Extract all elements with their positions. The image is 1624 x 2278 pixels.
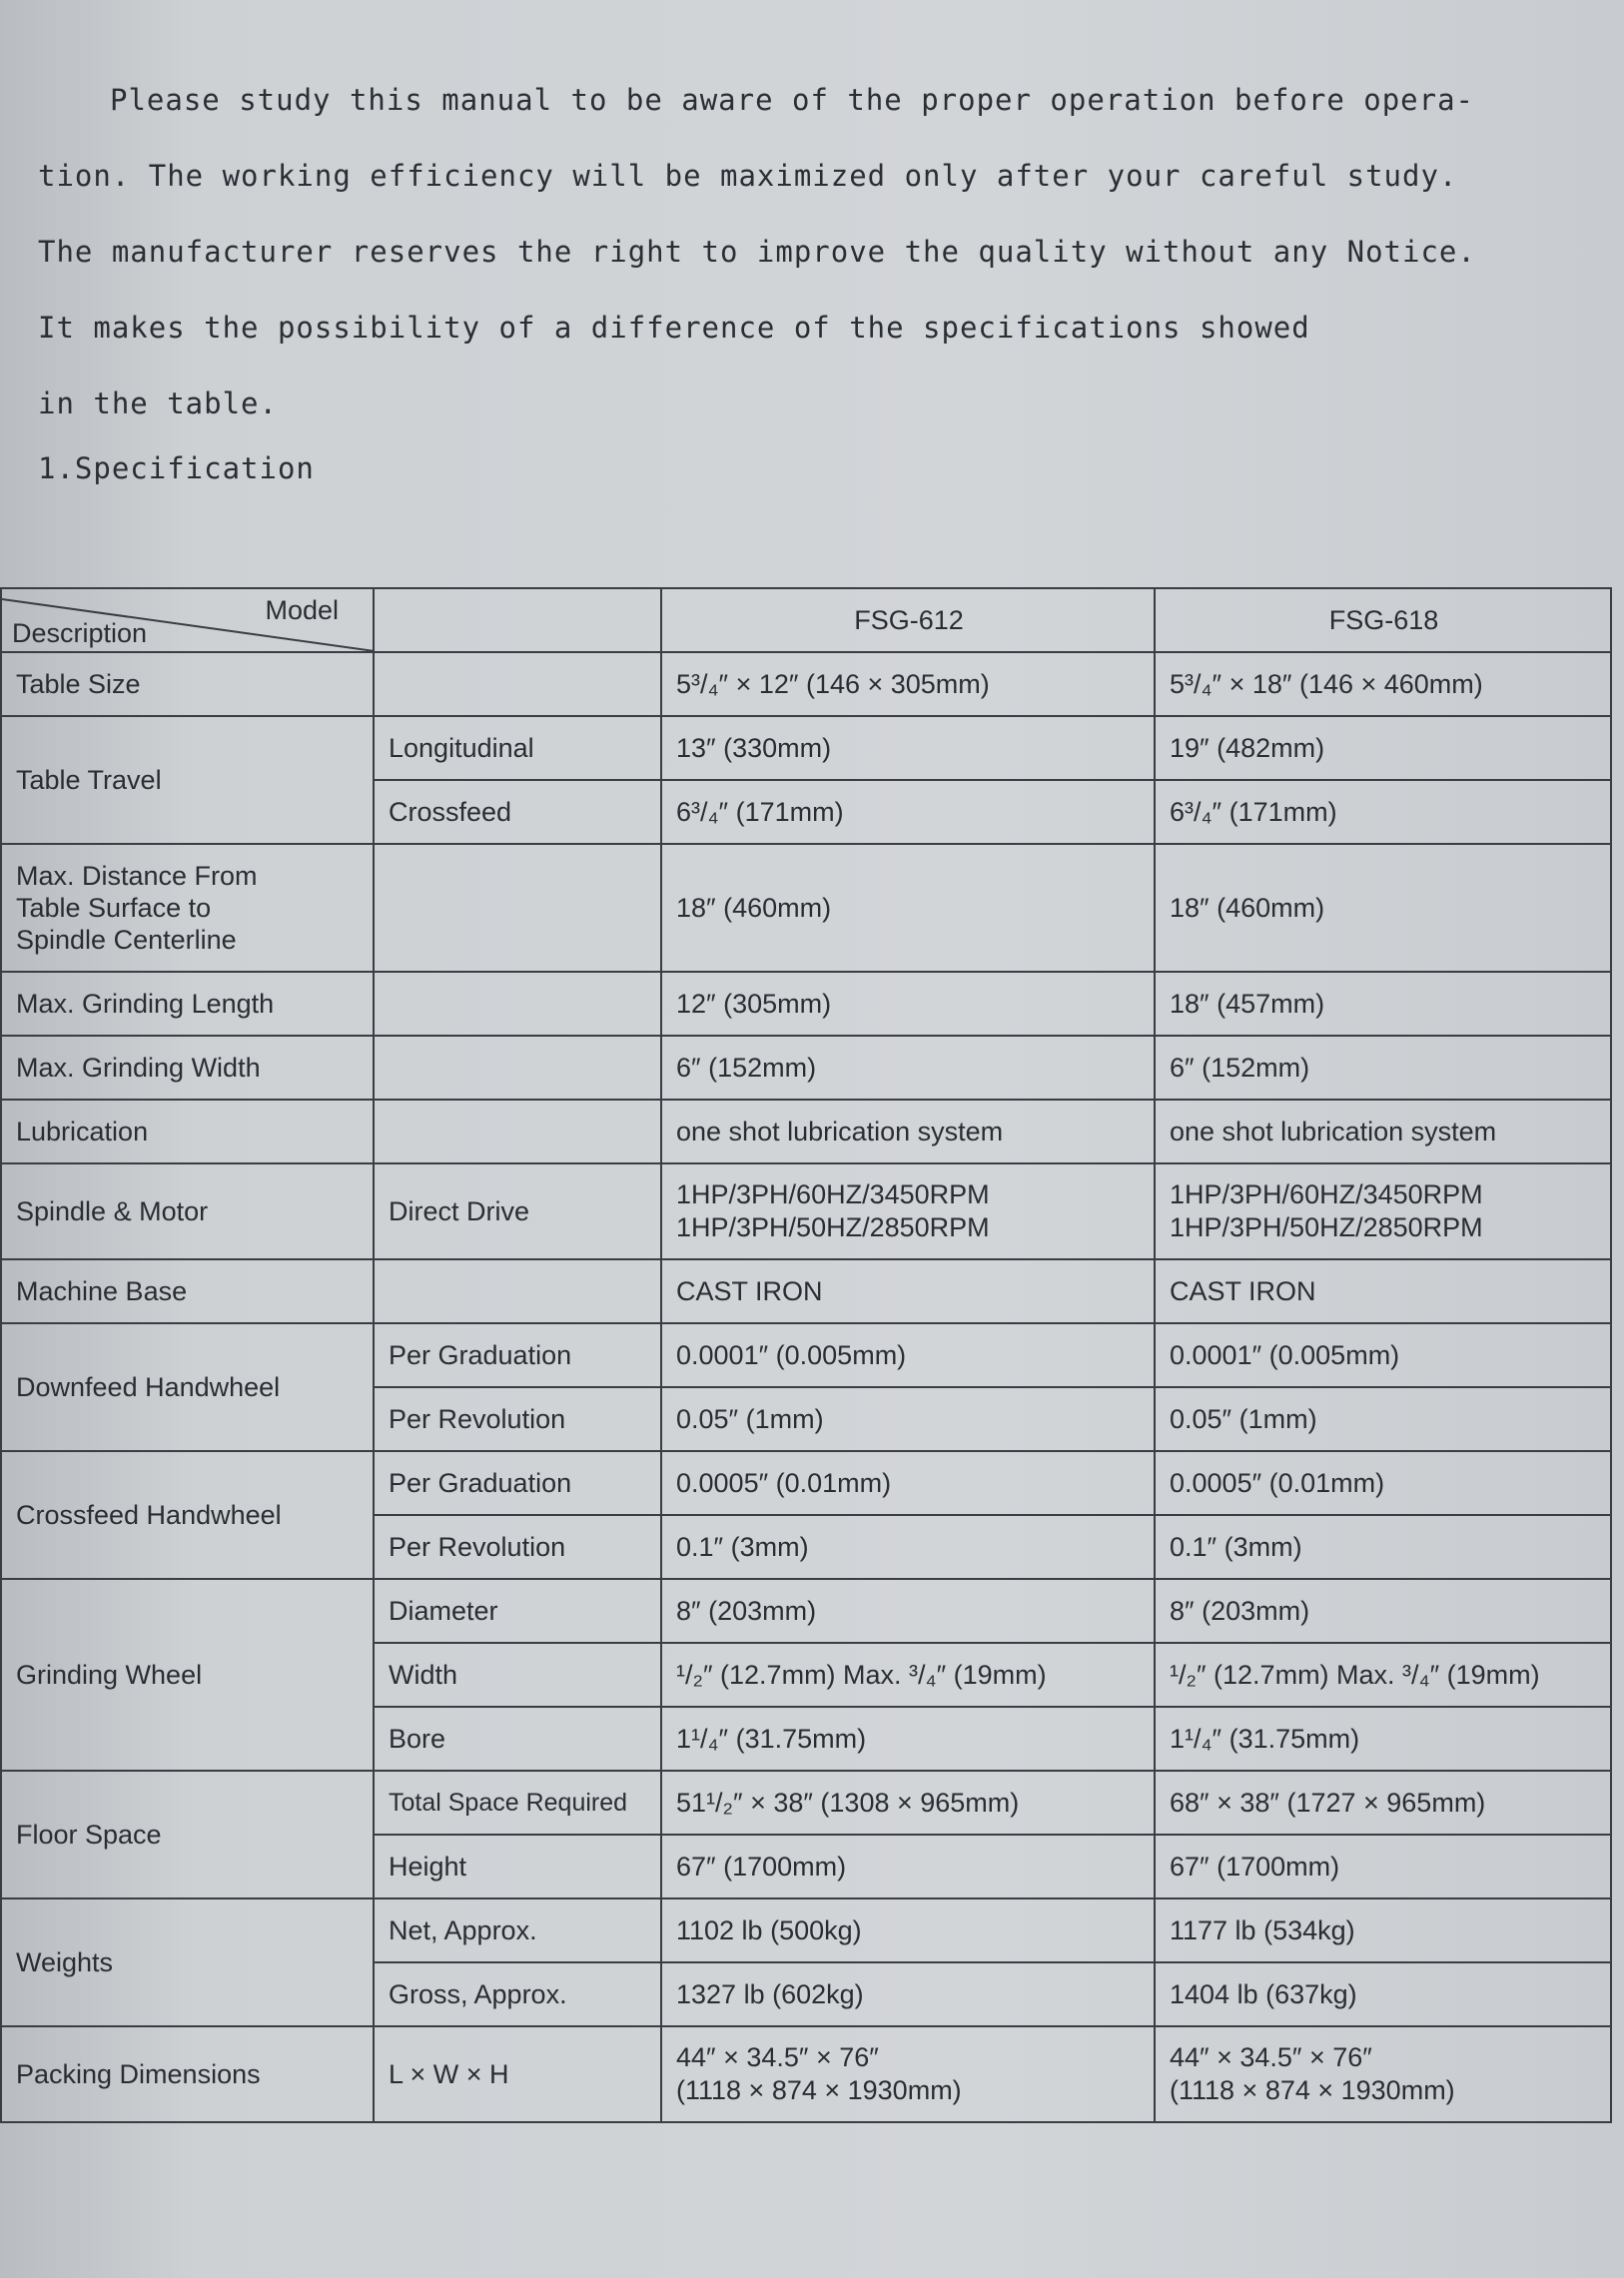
cell-fsg-618: 0.05″ (1mm) <box>1155 1387 1611 1451</box>
row-sub-height: Height <box>374 1835 661 1898</box>
cell-fsg-618: 68″ × 38″ (1727 × 965mm) <box>1155 1771 1611 1835</box>
label-line: Max. Distance From <box>16 861 258 891</box>
table-row <box>1 1259 1611 1323</box>
table-row <box>1 1163 1611 1259</box>
row-sub-diameter: Diameter <box>374 1579 661 1643</box>
table-row <box>1 716 1611 780</box>
specification-table <box>0 587 1612 2123</box>
value-line: 1HP/3PH/60HZ/3450RPM <box>676 1179 990 1209</box>
intro-paragraph <box>38 62 1596 441</box>
intro-line: The manufacturer reserves the right to improve the quality without any Notice. <box>38 235 1476 269</box>
header-model-fsg-612: FSG-612 <box>661 588 1155 652</box>
cell-fsg-618: 6³/₄″ (171mm) <box>1155 780 1611 844</box>
model-header-label: Model <box>265 595 339 625</box>
row-label-max-distance <box>1 844 374 972</box>
cell-fsg-612: 0.1″ (3mm) <box>661 1515 1155 1579</box>
cell-fsg-612: 67″ (1700mm) <box>661 1835 1155 1898</box>
row-sub-lxwxh: L × W × H <box>374 2026 661 2122</box>
cell-fsg-618: ¹/₂″ (12.7mm) Max. ³/₄″ (19mm) <box>1155 1643 1611 1707</box>
cell-fsg-612: 0.0005″ (0.01mm) <box>661 1451 1155 1515</box>
table-row <box>1 1451 1611 1515</box>
cell-fsg-612: 6″ (152mm) <box>661 1036 1155 1100</box>
value-line: 1HP/3PH/50HZ/2850RPM <box>676 1212 990 1242</box>
cell-fsg-612: 12″ (305mm) <box>661 972 1155 1036</box>
cell-fsg-618 <box>1155 1163 1611 1259</box>
cell-fsg-618: 0.1″ (3mm) <box>1155 1515 1611 1579</box>
intro-line: Please study this manual to be aware of the proper operation before opera- <box>110 83 1475 117</box>
cell-fsg-618: 1¹/₄″ (31.75mm) <box>1155 1707 1611 1771</box>
row-sub-gross: Gross, Approx. <box>374 1962 661 2026</box>
table-row <box>1 844 1611 972</box>
cell-fsg-618: 8″ (203mm) <box>1155 1579 1611 1643</box>
table-row <box>1 2026 1611 2122</box>
row-sub-empty <box>374 1259 661 1323</box>
row-sub-total-space-required: Total Space Required <box>374 1771 661 1835</box>
table-row <box>1 652 1611 716</box>
table-row <box>1 972 1611 1036</box>
cell-fsg-612: CAST IRON <box>661 1259 1155 1323</box>
value-line: 44″ × 34.5″ × 76″ <box>1170 2042 1372 2072</box>
value-line: (1118 × 874 × 1930mm) <box>1170 2075 1455 2105</box>
row-label-downfeed-handwheel: Downfeed Handwheel <box>1 1323 374 1451</box>
row-sub-per-graduation: Per Graduation <box>374 1323 661 1387</box>
label-line: Spindle Centerline <box>16 925 237 955</box>
row-sub-crossfeed: Crossfeed <box>374 780 661 844</box>
label-line: Table Surface to <box>16 893 212 923</box>
row-label-max-grinding-width: Max. Grinding Width <box>1 1036 374 1100</box>
cell-fsg-612: 18″ (460mm) <box>661 844 1155 972</box>
row-sub-per-graduation: Per Graduation <box>374 1451 661 1515</box>
cell-fsg-618: 1404 lb (637kg) <box>1155 1962 1611 2026</box>
row-label-crossfeed-handwheel: Crossfeed Handwheel <box>1 1451 374 1579</box>
row-sub-longitudinal: Longitudinal <box>374 716 661 780</box>
cell-fsg-618: 1177 lb (534kg) <box>1155 1898 1611 1962</box>
section-title: 1.Specification <box>38 451 315 485</box>
table-row <box>1 1898 1611 1962</box>
cell-fsg-612: ¹/₂″ (12.7mm) Max. ³/₄″ (19mm) <box>661 1643 1155 1707</box>
cell-fsg-612: 0.0001″ (0.005mm) <box>661 1323 1155 1387</box>
cell-fsg-612: 6³/₄″ (171mm) <box>661 780 1155 844</box>
cell-fsg-618: 19″ (482mm) <box>1155 716 1611 780</box>
cell-fsg-618: 18″ (460mm) <box>1155 844 1611 972</box>
cell-fsg-612 <box>661 1163 1155 1259</box>
description-header-label: Description <box>12 618 148 648</box>
row-label-max-grinding-length: Max. Grinding Length <box>1 972 374 1036</box>
row-sub-width: Width <box>374 1643 661 1707</box>
cell-fsg-618: CAST IRON <box>1155 1259 1611 1323</box>
row-sub-empty <box>374 1100 661 1163</box>
row-sub-empty <box>374 844 661 972</box>
intro-line: in the table. <box>38 386 278 420</box>
cell-fsg-612: 5³/₄″ × 12″ (146 × 305mm) <box>661 652 1155 716</box>
row-sub-per-revolution: Per Revolution <box>374 1387 661 1451</box>
row-sub-empty <box>374 972 661 1036</box>
row-label-table-size: Table Size <box>1 652 374 716</box>
intro-line: tion. The working efficiency will be maximized only after your careful study. <box>38 159 1458 193</box>
row-label-lubrication: Lubrication <box>1 1100 374 1163</box>
table-row <box>1 1771 1611 1835</box>
cell-fsg-612: 0.05″ (1mm) <box>661 1387 1155 1451</box>
cell-fsg-618 <box>1155 2026 1611 2122</box>
header-corner-cell <box>1 588 374 652</box>
row-label-table-travel: Table Travel <box>1 716 374 844</box>
cell-fsg-618: 67″ (1700mm) <box>1155 1835 1611 1898</box>
cell-fsg-618: 0.0001″ (0.005mm) <box>1155 1323 1611 1387</box>
cell-fsg-618: 0.0005″ (0.01mm) <box>1155 1451 1611 1515</box>
row-label-grinding-wheel: Grinding Wheel <box>1 1579 374 1771</box>
cell-fsg-618: 5³/₄″ × 18″ (146 × 460mm) <box>1155 652 1611 716</box>
table-row <box>1 1579 1611 1643</box>
table-row <box>1 1036 1611 1100</box>
row-sub-direct-drive: Direct Drive <box>374 1163 661 1259</box>
cell-fsg-612: 8″ (203mm) <box>661 1579 1155 1643</box>
header-blank-cell <box>374 588 661 652</box>
row-sub-empty <box>374 652 661 716</box>
row-label-machine-base: Machine Base <box>1 1259 374 1323</box>
cell-fsg-612: 1102 lb (500kg) <box>661 1898 1155 1962</box>
cell-fsg-618: one shot lubrication system <box>1155 1100 1611 1163</box>
row-sub-bore: Bore <box>374 1707 661 1771</box>
table-header-row <box>1 588 1611 652</box>
value-line: 1HP/3PH/50HZ/2850RPM <box>1170 1212 1483 1242</box>
row-label-spindle-motor: Spindle & Motor <box>1 1163 374 1259</box>
cell-fsg-612: 1¹/₄″ (31.75mm) <box>661 1707 1155 1771</box>
intro-line: It makes the possibility of a difference of the specifications showed <box>38 311 1310 345</box>
cell-fsg-612: one shot lubrication system <box>661 1100 1155 1163</box>
table-row <box>1 1100 1611 1163</box>
row-label-packing-dimensions: Packing Dimensions <box>1 2026 374 2122</box>
cell-fsg-618: 18″ (457mm) <box>1155 972 1611 1036</box>
table-row <box>1 1323 1611 1387</box>
row-sub-per-revolution: Per Revolution <box>374 1515 661 1579</box>
row-sub-empty <box>374 1036 661 1100</box>
row-label-weights: Weights <box>1 1898 374 2026</box>
value-line: 44″ × 34.5″ × 76″ <box>676 2042 879 2072</box>
value-line: 1HP/3PH/60HZ/3450RPM <box>1170 1179 1483 1209</box>
row-sub-net: Net, Approx. <box>374 1898 661 1962</box>
cell-fsg-618: 6″ (152mm) <box>1155 1036 1611 1100</box>
cell-fsg-612 <box>661 2026 1155 2122</box>
cell-fsg-612: 13″ (330mm) <box>661 716 1155 780</box>
cell-fsg-612: 1327 lb (602kg) <box>661 1962 1155 2026</box>
cell-fsg-612: 51¹/₂″ × 38″ (1308 × 965mm) <box>661 1771 1155 1835</box>
value-line: (1118 × 874 × 1930mm) <box>676 2075 962 2105</box>
row-label-floor-space: Floor Space <box>1 1771 374 1898</box>
header-model-fsg-618: FSG-618 <box>1155 588 1611 652</box>
